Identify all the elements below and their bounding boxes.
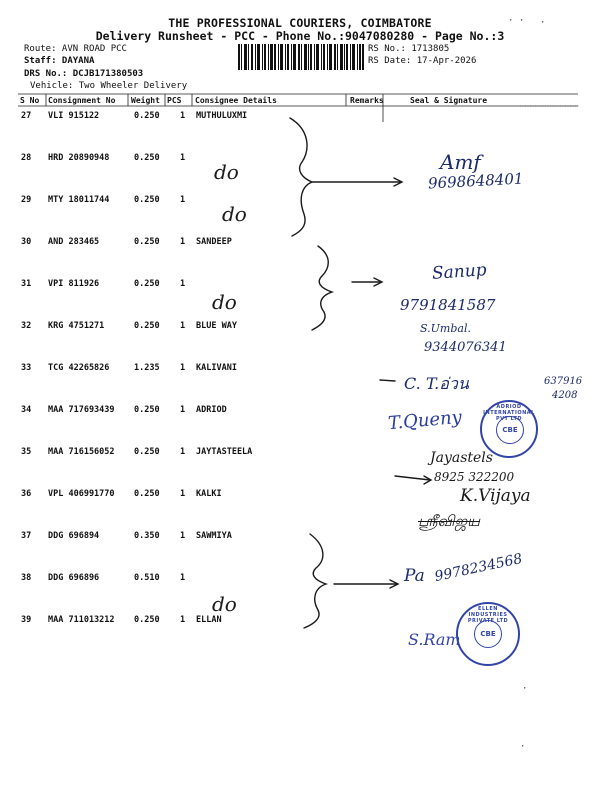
ditto-mark: do <box>214 160 239 184</box>
row-sno: 38 <box>21 573 32 583</box>
handwritten-phone: 9344076341 <box>424 340 507 355</box>
row-consignment: MAA 716156052 <box>48 447 115 457</box>
row-pcs: 1 <box>180 111 186 121</box>
row-consignment: DDG 696896 <box>48 573 100 583</box>
row-consignee: MUTHULUXMI <box>196 111 248 121</box>
col-sno: S No <box>20 96 40 105</box>
row-pcs: 1 <box>180 363 186 373</box>
row-sno: 29 <box>21 195 32 205</box>
col-seal-signature: Seal & Signature <box>410 96 488 105</box>
table-row <box>0 316 600 358</box>
row-weight: 0.250 <box>134 447 160 457</box>
company-title: THE PROFESSIONAL COURIERS, COIMBATORE <box>168 16 432 30</box>
row-sno: 39 <box>21 615 32 625</box>
row-consignee: SAWMIYA <box>196 531 232 541</box>
row-consignee: KALKI <box>196 489 222 499</box>
row-weight: 0.250 <box>134 405 160 415</box>
row-sno: 36 <box>21 489 32 499</box>
row-weight: 0.250 <box>134 153 160 163</box>
row-sno: 27 <box>21 111 32 121</box>
row-pcs: 1 <box>180 153 186 163</box>
seal-center-text: CBE <box>496 416 524 444</box>
row-pcs: 1 <box>180 489 186 499</box>
row-weight: 0.250 <box>134 237 160 247</box>
row-sno: 31 <box>21 279 32 289</box>
row-weight: 0.250 <box>134 195 160 205</box>
row-weight: 0.250 <box>134 321 160 331</box>
table-row <box>0 358 600 400</box>
runsheet-subtitle: Delivery Runsheet - PCC - Phone No.:9047080280 - Page No.:3 <box>95 29 505 43</box>
row-consignment: VLI 915122 <box>48 111 100 121</box>
row-consignee: ADRIOD <box>196 405 227 415</box>
col-consignment: Consignment No <box>48 96 116 105</box>
rs-number: RS No.: 1713805 <box>368 44 450 54</box>
row-sno: 28 <box>21 153 32 163</box>
seal-center-text: CBE <box>474 620 502 648</box>
signature: Sanup <box>431 260 488 284</box>
row-sno: 37 <box>21 531 32 541</box>
col-pcs: PCS <box>167 96 182 105</box>
staff-label: Staff: DAYANA <box>24 56 95 66</box>
ditto-mark: do <box>222 202 247 226</box>
table-row <box>0 106 600 148</box>
row-weight: 0.510 <box>134 573 160 583</box>
row-pcs: 1 <box>180 321 186 331</box>
row-sno: 33 <box>21 363 32 373</box>
scan-speck: · <box>520 742 526 752</box>
row-consignee: SANDEEP <box>196 237 232 247</box>
row-weight: 0.350 <box>134 531 160 541</box>
row-consignment: DDG 696894 <box>48 531 100 541</box>
row-consignment: KRG 4751271 <box>48 321 105 331</box>
handwritten-phone: 9698648401 <box>427 169 524 193</box>
row-pcs: 1 <box>180 279 186 289</box>
handwritten-note: 637916 <box>544 376 583 387</box>
row-pcs: 1 <box>180 573 186 583</box>
row-consignment: MAA 717693439 <box>48 405 115 415</box>
ditto-mark: do <box>212 290 237 314</box>
row-pcs: 1 <box>180 447 186 457</box>
table-row <box>0 232 600 274</box>
row-consignment: MAA 711013212 <box>48 615 115 625</box>
handwritten-phone: 9791841587 <box>400 296 496 314</box>
row-sno: 34 <box>21 405 32 415</box>
table-row <box>0 274 600 316</box>
col-remarks: Remarks <box>350 96 384 105</box>
seal-ring-text: ADRIOD INTERNATIONAL PVT LTD <box>483 404 535 422</box>
row-weight: 0.250 <box>134 615 160 625</box>
rs-date: RS Date: 17-Apr-2026 <box>368 56 477 66</box>
row-sno: 35 <box>21 447 32 457</box>
row-consignment: TCG 42265826 <box>48 363 110 373</box>
row-pcs: 1 <box>180 615 186 625</box>
handwritten-phone: 8925 322200 <box>434 470 515 484</box>
handwritten-phone: 9978234568 <box>433 550 524 586</box>
vehicle-label: Vehicle: Two Wheeler Delivery <box>30 81 188 91</box>
signature: C. T.อ่วน <box>404 374 469 393</box>
row-consignment: VPL 406991770 <box>48 489 115 499</box>
table-row <box>0 190 600 232</box>
row-consignment: HRD 20890948 <box>48 153 110 163</box>
drs-number: DRS No.: DCJB171380503 <box>24 69 144 79</box>
row-consignment: MTY 18011744 <box>48 195 110 205</box>
row-consignment: AND 283465 <box>48 237 100 247</box>
row-consignee: BLUE WAY <box>196 321 237 331</box>
row-sno: 30 <box>21 237 32 247</box>
col-weight: Weight <box>131 96 160 105</box>
company-seal <box>456 602 520 666</box>
row-sno: 32 <box>21 321 32 331</box>
col-consignee: Consignee Details <box>195 96 277 105</box>
row-pcs: 1 <box>180 531 186 541</box>
signature: S.Ram <box>408 630 461 649</box>
row-pcs: 1 <box>180 237 186 247</box>
scan-speck: · <box>540 18 546 28</box>
signature: Pa <box>404 566 425 586</box>
signature: Amf <box>440 150 481 174</box>
signature: ஸ்ரீவிஜய <box>418 512 480 530</box>
table-row <box>0 568 600 610</box>
row-pcs: 1 <box>180 195 186 205</box>
scan-speck: · <box>522 684 528 694</box>
row-weight: 0.250 <box>134 111 160 121</box>
signature: K.Vijaya <box>460 486 531 506</box>
seal-ring-text: ELLEN INDUSTRIES PRIVATE LTD <box>467 606 509 624</box>
signature: Jayastels <box>430 450 493 466</box>
signature: S.Umbal. <box>420 322 471 335</box>
row-weight: 1.235 <box>134 363 160 373</box>
row-consignment: VPI 811926 <box>48 279 100 289</box>
route-label: Route: AVN ROAD PCC <box>24 44 127 54</box>
row-weight: 0.250 <box>134 279 160 289</box>
row-weight: 0.250 <box>134 489 160 499</box>
handwritten-note: 4208 <box>552 390 578 401</box>
signature: T.Queny <box>387 406 463 435</box>
row-consignee: KALIVANI <box>196 363 237 373</box>
row-consignee: JAYTASTEELA <box>196 447 253 457</box>
row-pcs: 1 <box>180 405 186 415</box>
ditto-mark: do <box>212 592 237 616</box>
row-consignee: ELLAN <box>196 615 222 625</box>
scan-speck: · · <box>508 16 525 26</box>
